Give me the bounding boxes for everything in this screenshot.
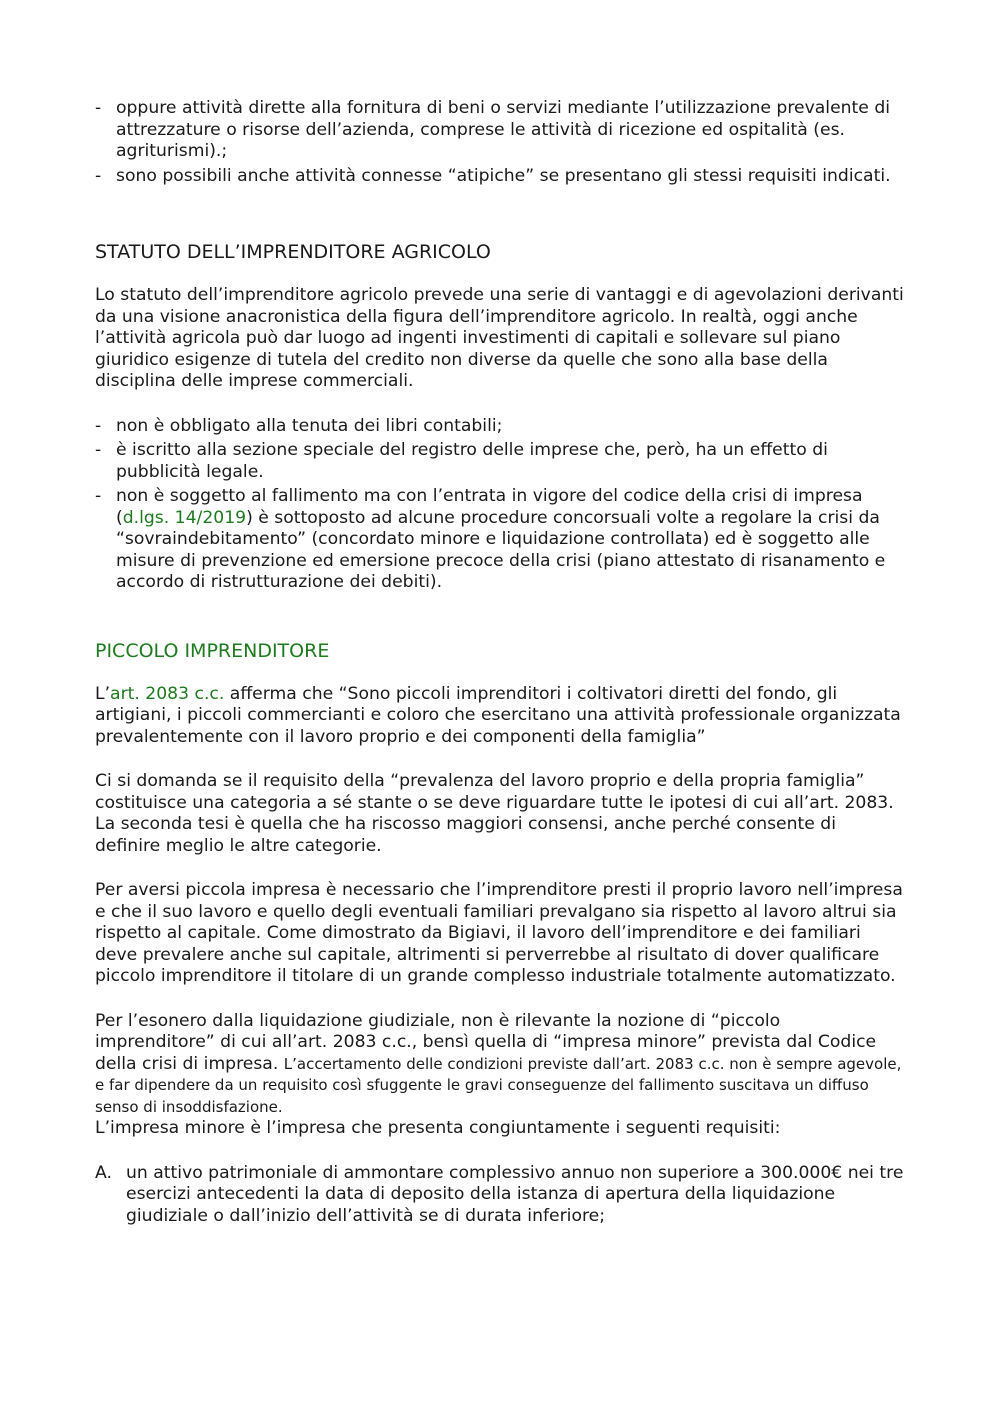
list-item-text: sono possibili anche attività connesse “atipiche” se presentano gli stessi requisiti indicati. [116, 165, 891, 186]
list-item-text: oppure attività dirette alla fornitura di beni o servizi mediante l’utilizzazione prevalente di attrezzature o risorse dell’azienda, comprese le attività di ricezione ed ospitalità (es. agriturismi).; [116, 98, 891, 161]
intro-list [95, 98, 905, 187]
list-marker: - [95, 415, 102, 436]
statuto-list [95, 416, 905, 594]
list-item [95, 98, 905, 163]
paragraph-main-text: Per l’esonero dalla liquidazione giudiziale, non è rilevante la nozione di “piccolo imprenditore” di cui all’art. 2083 c.c., bensì quella di “impresa minore” prevista dal Codice della crisi di impresa. [95, 1010, 877, 1074]
list-marker: - [95, 486, 102, 506]
list-item [95, 416, 905, 438]
law-reference-link[interactable]: d.lgs. 14/2019 [122, 507, 247, 528]
piccolo-paragraph-5 [95, 1011, 905, 1119]
list-item [95, 166, 905, 188]
statuto-paragraph: Lo statuto dell’imprenditore agricolo prevede una serie di vantaggi e di agevolazioni derivanti da una visione anacronistica della figura dell’imprenditore agricolo. In realtà, oggi anche l’attività agricola può dar luogo ad ingenti investimenti di capitali e sollevare sul piano giuridico esigenze di tutela del credito non diverse da quelle che sono alla base della disciplina delle imprese commerciali. [95, 285, 904, 391]
requisiti-list [95, 1163, 905, 1228]
section-heading-statuto: STATUTO DELL’IMPRENDITORE AGRICOLO [95, 241, 491, 263]
paragraph-text-end: afferma che “Sono piccoli imprenditori i coltivatori diretti del fondo, gli artigiani, i piccoli commercianti e coloro che esercitano una attività professionale organizzata prevalentemente con il lavoro proprio e dei componenti della famiglia” [95, 683, 901, 747]
document-page [95, 98, 905, 1227]
piccolo-paragraph-4: Per aversi piccola impresa è necessario che l’imprenditore presti il proprio lavoro nell’impresa e che il suo lavoro e quello degli eventuali familiari prevalgano sia rispetto al lavoro altrui sia rispetto al capitale. Come dimostrato da Bigiavi, il lavoro dell’imprenditore e dei familiari deve prevalere anche sul capitale, altrimenti si perverrebbe al risultato di dover qualificare piccolo imprenditore il titolare di un grande complesso industriale totalmente automatizzato. [95, 880, 903, 986]
list-marker: - [95, 440, 102, 460]
list-marker: - [95, 98, 102, 118]
section-heading-piccolo: PICCOLO IMPRENDITORE [95, 639, 330, 662]
list-marker: - [95, 165, 102, 186]
list-item-text: è iscritto alla sezione speciale del registro delle imprese che, però, ha un effetto di pubblicità legale. [116, 440, 828, 482]
piccolo-paragraph-3: La seconda tesi è quella che ha riscosso maggiori consensi, anche perché consente di definire meglio le altre categorie. [95, 814, 836, 856]
list-marker: A. [95, 1162, 112, 1183]
list-item-text-end: ) è sottoposto ad alcune procedure concorsuali volte a regolare la crisi da “sovraindebitamento” (concordato minore e liquidazione controllata) ed è soggetto alle misure di prevenzione ed emersione precoce della crisi (piano attestato di risanamento e accordo di ristrutturazione dei debiti). [116, 507, 886, 592]
piccolo-paragraph-1 [95, 684, 905, 749]
list-item-text: un attivo patrimoniale di ammontare complessivo annuo non superiore a 300.000€ nei tre esercizi antecedenti la data di deposito della istanza di apertura della liquidazione giudiziale o dall’inizio dell’attività se di durata inferiore; [126, 1162, 904, 1226]
article-reference-link[interactable]: art. 2083 c.c. [110, 683, 225, 704]
paragraph-text-start: L’ [95, 683, 111, 704]
list-item [95, 440, 905, 483]
list-item [95, 486, 905, 594]
list-item-text-start: non è soggetto al fallimento ma con l’entrata in vigore del codice della crisi di impresa ( [116, 486, 863, 528]
piccolo-paragraph-6: L’impresa minore è l’impresa che presenta congiuntamente i seguenti requisiti: [95, 1118, 781, 1138]
paragraph-small-text: L’accertamento delle condizioni previste dall’art. 2083 c.c. non è sempre agevole, e far dipendere da un requisito così sfuggente le gravi conseguenze del fallimento suscitava un diffuso senso di insoddisfazione. [95, 1054, 902, 1116]
list-item-text [116, 486, 885, 592]
list-item [95, 1163, 905, 1228]
list-item-text: non è obbligato alla tenuta dei libri contabili; [116, 415, 503, 436]
piccolo-paragraph-2: Ci si domanda se il requisito della “prevalenza del lavoro proprio e della propria famiglia” costituisce una categoria a sé stante o se deve riguardare tutte le ipotesi di cui all’art. 2083. [95, 771, 894, 813]
